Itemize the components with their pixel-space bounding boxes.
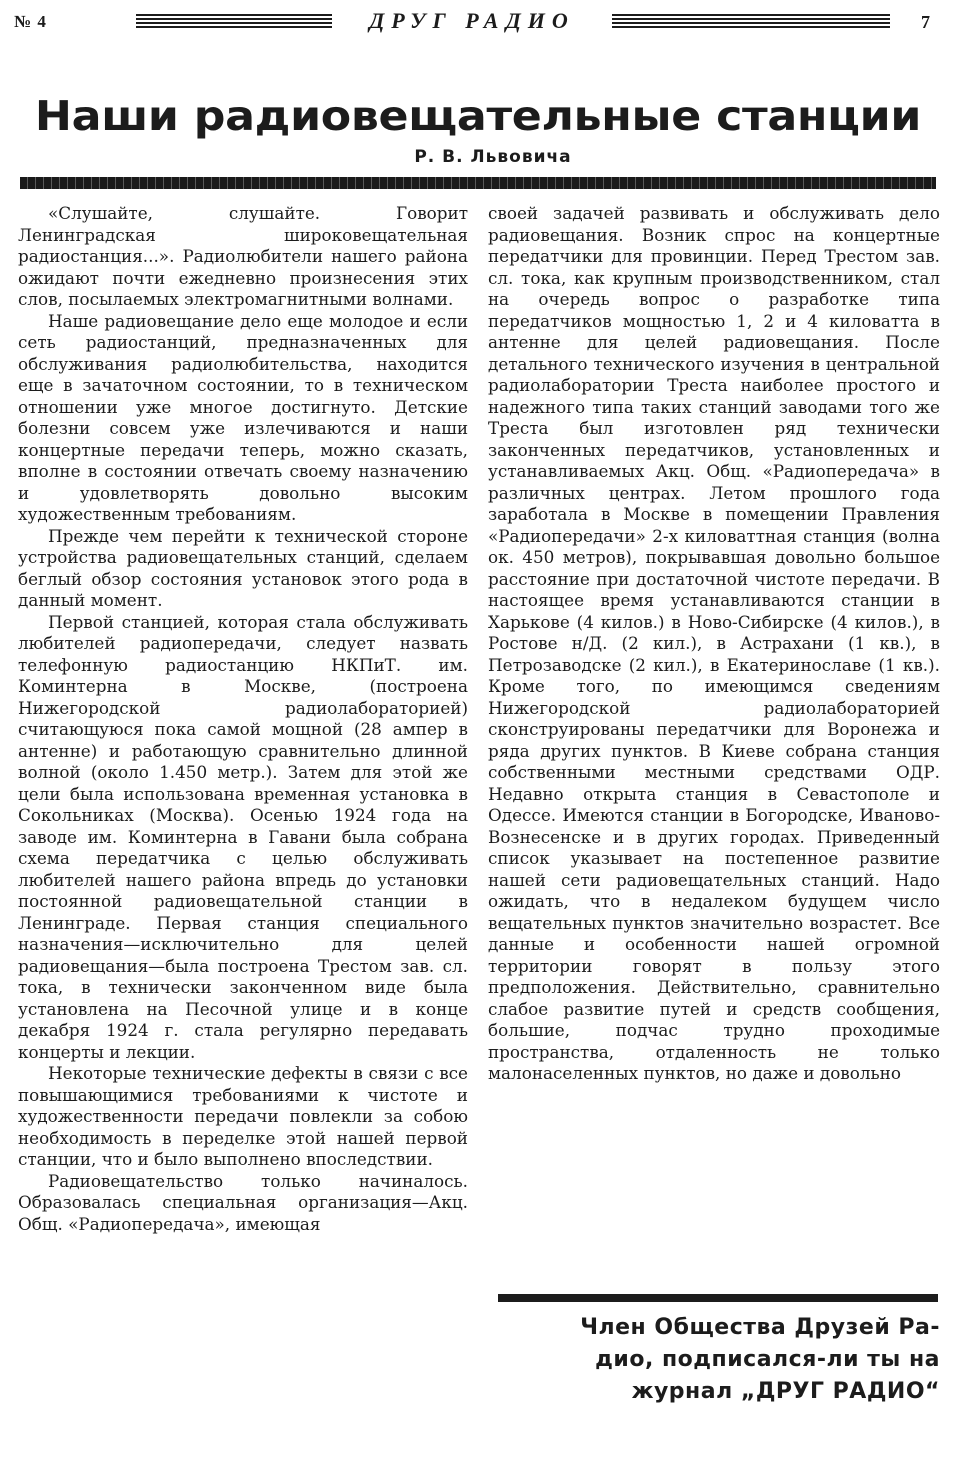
left-column bbox=[18, 203, 468, 1235]
journal-name: ДРУГ РАДИО bbox=[369, 8, 575, 33]
page-number: 7 bbox=[921, 12, 930, 32]
paragraph: Радиовещательство только начиналось. Образовалась специальная организация—Акц. Общ. «Радиопередача», имеющая bbox=[18, 1170, 468, 1234]
paragraph: Первой станцией, которая стала обслуживать любителей радиопередачи, следует назвать телефонную радиостанцию НКПиТ. им. Коминтерна в Москве, (построена Нижегородской радиолабораторией) считающуюся пока самой мощной (28 ампер в антенне) и работающую сравнительно длинной волной (около 1.450 метр.). Затем для этой же цели была использована временная установка в Сокольниках (Москва). Осенью 1924 года на заводе им. Коминтерна в Гавани была собрана схема передатчика с целью обслуживать любителей нашего района впредь до установки постоянной радиовещательной станции в Ленинграде. Первая станция специального назначения—исключительно для целей радиовещания—была построена Трестом зав. сл. тока, в технически законченном виде была установлена на Песочной улице и в конце декабря 1924 г. стала регулярно передавать концерты и лекции. bbox=[18, 611, 468, 1062]
subscription-promo bbox=[488, 1312, 940, 1408]
paragraph: Некоторые технические дефекты в связи с все повышающимися требованиями к чистоте и художественности передачи повлекли за собою необходимость в переделке этой нашей первой станции, что и было выполнено впоследствии. bbox=[18, 1063, 468, 1169]
paragraph: своей задачей развивать и обслуживать дело радиовещания. Возник спрос на концертные передатчики для провинции. Перед Трестом зав. сл. тока, как крупным производственником, стал на очередь вопрос о разработке типа передатчиков мощностью 1, 2 и 4 киловатта в антенне для целей радиовещания. После детального технического изучения в центральной радиолаборатории Треста наиболее простого и надежного типа таких станций заводами того же Треста был изготовлен ряд технически законченных передатчиков, установленных и устанавливаемых Акц. Общ. «Радиопередача» в различных центрах. Летом прошлого года заработала в Москве в помещении Правления «Радиопередачи» 2-х киловаттная станция (волна ок. 450 метров), покрывавшая довольно большое расстояние при достаточной чистоте передачи. В настоящее время устанавливаются станции в Харькове (4 килов.) в Ново-Сибирске (4 килов.), в Ростове н/Д. (2 кил.), в Астрахани (1 кв.), в Петрозаводске (2 кил.), в Екатеринославе (1 кв.). Кроме того, по имеющимся сведениям Нижегородской радиолабораторией сконструированы передатчики для Воронежа и ряда других пунктов. В Киеве собрана станция собственными местными средствами ОДР. Недавно открыта станция в Севастополе и Одессе. Имеются станции в Богородске, Иваново-Вознесенске и в других городах. Приведенный список указывает на постепенное развитие нашей сети радиовещательных станций. Надо ожидать, что в недалеком будущем число вещательных пунктов значительно возрастет. Все данные и особенности нашей огромной территории говорят в пользу этого предположения. Действительно, сравнительно слабое развитие путей и средств сообщения, большие, подчас трудно проходимые пространства, отдаленность не только малонаселенных пунктов, но даже и довольно bbox=[488, 203, 940, 1083]
article-author: Р. В. Львовича bbox=[414, 147, 572, 167]
paragraph: «Слушайте, слушайте. Говорит Ленинградская широковещательная радиостанция...». Радиолюбители нашего района ожидают почти ежедневно произнесения этих слов, посылаемых электромагнитными волнами. bbox=[18, 203, 468, 309]
promo-line: дио, подписался-ли ты на bbox=[595, 1347, 940, 1372]
promo-line: журнал „ДРУГ РАДИО“ bbox=[631, 1379, 940, 1404]
paragraph: Прежде чем перейти к технической стороне устройства радиовещательных станций, сделаем беглый обзор состояния установок этого рода в данный момент. bbox=[18, 525, 468, 610]
promo-divider bbox=[498, 1294, 938, 1302]
header-rule-right bbox=[612, 14, 890, 28]
title-divider-bar bbox=[20, 177, 936, 189]
paragraph: Наше радиовещание дело еще молодое и если сеть радиостанций, предназначенных для обслуживания радиолюбительства, находится еще в зачаточном состоянии, то в техническом отношении уже многое достигнуто. Детские болезни совсем уже излечиваются и наши концертные передачи теперь, можно сказать, вполне в состоянии отвечать своему назначению и удовлетворять довольно высоким художественным требованиям. bbox=[18, 310, 468, 524]
article-title: Наши радиовещательные станции bbox=[34, 92, 922, 140]
right-column bbox=[488, 203, 940, 1085]
promo-line: Член Общества Друзей Ра- bbox=[580, 1315, 940, 1340]
header-rule-left bbox=[136, 14, 332, 28]
issue-number: № 4 bbox=[14, 12, 47, 31]
